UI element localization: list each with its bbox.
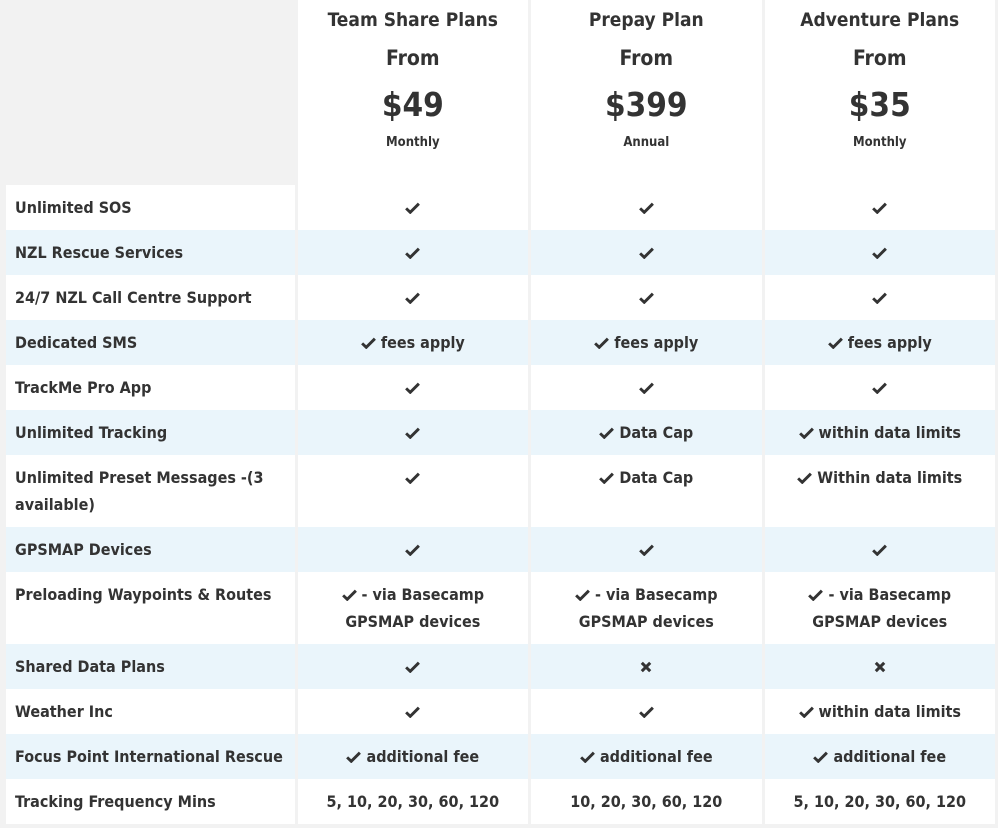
feature-value-text: - via Basecamp GPSMAP devices — [345, 585, 485, 631]
feature-value-text: within data limits — [818, 702, 961, 721]
feature-label: Dedicated SMS — [6, 320, 295, 365]
feature-value-cell — [298, 185, 528, 230]
plan-header-prepay — [531, 0, 761, 185]
feature-value-cell — [531, 230, 761, 275]
check-icon — [405, 247, 420, 259]
feature-value-cell — [765, 689, 995, 734]
feature-label: 24/7 NZL Call Centre Support — [6, 275, 295, 320]
feature-value-text: 5, 10, 20, 30, 60, 120 — [793, 792, 967, 811]
check-icon — [639, 544, 654, 556]
table-row — [6, 689, 995, 734]
feature-value-cell — [298, 410, 528, 455]
check-icon — [575, 589, 590, 601]
table-row — [6, 455, 995, 527]
feature-label: Preloading Waypoints & Routes — [6, 572, 295, 644]
feature-value-cell — [765, 734, 995, 779]
feature-value-text: fees apply — [847, 333, 932, 352]
feature-value-cell — [531, 365, 761, 410]
feature-value-text: within data limits — [818, 423, 961, 442]
plan-price: $49 — [381, 85, 444, 124]
feature-value-text: fees apply — [614, 333, 699, 352]
check-icon — [639, 202, 654, 214]
check-icon — [405, 661, 420, 673]
feature-value-cell — [765, 644, 995, 689]
feature-value-cell — [531, 644, 761, 689]
feature-value-cell — [531, 455, 761, 527]
feature-value-cell — [298, 455, 528, 527]
feature-value-cell — [298, 689, 528, 734]
pricing-comparison-table — [3, 0, 998, 824]
check-icon — [346, 751, 361, 763]
feature-value-cell — [765, 320, 995, 365]
feature-label: Shared Data Plans — [6, 644, 295, 689]
check-icon — [405, 382, 420, 394]
feature-value-cell — [298, 779, 528, 824]
plan-header-row — [6, 0, 995, 185]
check-icon — [799, 427, 814, 439]
feature-value-text: additional fee — [366, 747, 480, 766]
check-icon — [797, 472, 812, 484]
feature-value-cell — [531, 689, 761, 734]
feature-label: Weather Inc — [6, 689, 295, 734]
table-row — [6, 185, 995, 230]
check-icon — [599, 427, 614, 439]
feature-value-text: - via Basecamp GPSMAP devices — [578, 585, 718, 631]
feature-value-cell — [298, 572, 528, 644]
cross-icon — [874, 661, 886, 673]
cross-icon — [640, 661, 652, 673]
plan-name: Adventure Plans — [800, 9, 960, 31]
check-icon — [639, 247, 654, 259]
check-icon — [405, 544, 420, 556]
check-icon — [405, 427, 420, 439]
feature-value-cell — [765, 527, 995, 572]
feature-value-cell — [765, 365, 995, 410]
plan-period: Monthly — [386, 135, 440, 150]
table-row — [6, 572, 995, 644]
plan-from-label: From — [619, 46, 674, 70]
check-icon — [580, 751, 595, 763]
table-row — [6, 527, 995, 572]
plan-period: Annual — [623, 135, 670, 150]
plan-header-team-share — [298, 0, 528, 185]
feature-value-cell — [531, 779, 761, 824]
table-row — [6, 230, 995, 275]
feature-label: TrackMe Pro App — [6, 365, 295, 410]
check-icon — [405, 202, 420, 214]
feature-value-cell — [531, 320, 761, 365]
table-row — [6, 365, 995, 410]
plan-price: $399 — [604, 85, 688, 124]
check-icon — [361, 337, 376, 349]
table-row — [6, 734, 995, 779]
feature-label: Focus Point International Rescue — [6, 734, 295, 779]
plan-price: $35 — [848, 85, 911, 124]
check-icon — [405, 472, 420, 484]
check-icon — [342, 589, 357, 601]
feature-value-cell — [531, 527, 761, 572]
check-icon — [639, 706, 654, 718]
feature-value-cell — [765, 779, 995, 824]
plan-header-adventure — [765, 0, 995, 185]
feature-value-cell — [531, 410, 761, 455]
feature-label: Unlimited SOS — [6, 185, 295, 230]
header-corner — [6, 0, 295, 185]
table-row — [6, 275, 995, 320]
feature-value-cell — [531, 185, 761, 230]
feature-label: NZL Rescue Services — [6, 230, 295, 275]
feature-value-cell — [765, 410, 995, 455]
check-icon — [813, 751, 828, 763]
plan-name: Prepay Plan — [588, 9, 704, 31]
feature-rows — [6, 185, 995, 824]
feature-label: GPSMAP Devices — [6, 527, 295, 572]
check-icon — [872, 544, 887, 556]
check-icon — [872, 247, 887, 259]
feature-value-cell — [531, 275, 761, 320]
check-icon — [828, 337, 843, 349]
plan-period: Monthly — [852, 135, 907, 150]
table-row — [6, 644, 995, 689]
feature-value-cell — [765, 275, 995, 320]
feature-label: Unlimited Preset Messages -(3 available) — [6, 455, 295, 527]
table-row — [6, 410, 995, 455]
feature-value-cell — [298, 644, 528, 689]
feature-value-cell — [765, 230, 995, 275]
feature-value-cell — [298, 527, 528, 572]
check-icon — [808, 589, 823, 601]
feature-value-cell — [298, 320, 528, 365]
feature-value-cell — [298, 734, 528, 779]
feature-value-cell — [298, 275, 528, 320]
feature-value-text: 5, 10, 20, 30, 60, 120 — [326, 792, 500, 811]
feature-value-text: 10, 20, 30, 60, 120 — [570, 792, 723, 811]
feature-value-cell — [531, 734, 761, 779]
feature-value-text: Data Cap — [619, 423, 694, 442]
check-icon — [639, 292, 654, 304]
table-row — [6, 779, 995, 824]
feature-label: Tracking Frequency Mins — [6, 779, 295, 824]
check-icon — [594, 337, 609, 349]
feature-value-cell — [298, 365, 528, 410]
feature-label: Unlimited Tracking — [6, 410, 295, 455]
plan-from-label: From — [852, 46, 907, 70]
feature-value-text: fees apply — [380, 333, 465, 352]
plan-from-label: From — [386, 46, 440, 70]
feature-value-text: additional fee — [833, 747, 947, 766]
check-icon — [405, 292, 420, 304]
feature-value-cell — [765, 185, 995, 230]
check-icon — [639, 382, 654, 394]
table-row — [6, 320, 995, 365]
feature-value-text: - via Basecamp GPSMAP devices — [812, 585, 952, 631]
check-icon — [872, 202, 887, 214]
plan-name: Team Share Plans — [327, 9, 498, 31]
check-icon — [872, 292, 887, 304]
check-icon — [405, 706, 420, 718]
check-icon — [872, 382, 887, 394]
feature-value-cell — [531, 572, 761, 644]
check-icon — [599, 472, 614, 484]
feature-value-cell — [765, 455, 995, 527]
feature-value-cell — [765, 572, 995, 644]
feature-value-cell — [298, 230, 528, 275]
feature-value-text: additional fee — [599, 747, 713, 766]
check-icon — [799, 706, 814, 718]
feature-value-text: Within data limits — [817, 468, 963, 487]
feature-value-text: Data Cap — [619, 468, 694, 487]
